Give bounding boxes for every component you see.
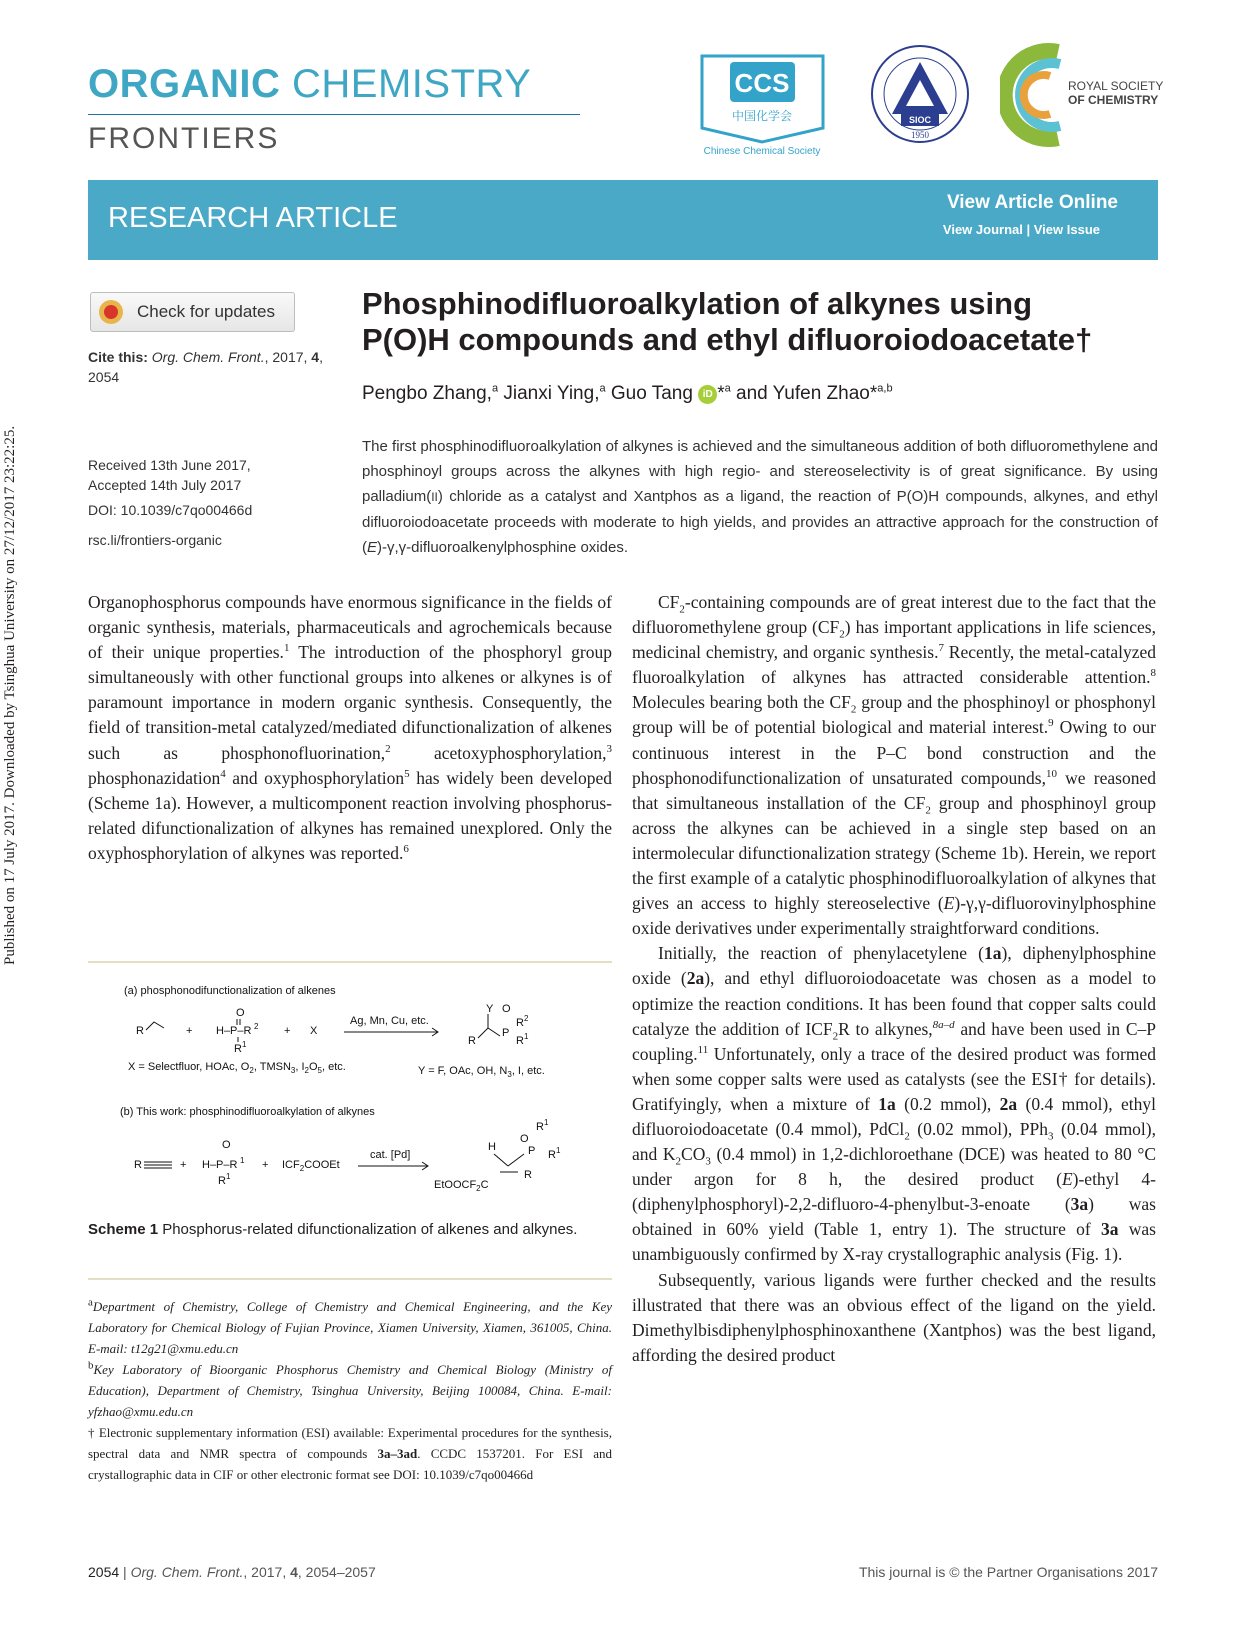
affil-sup: a [491, 382, 499, 395]
svg-text:R: R [516, 1017, 524, 1029]
view-article-online-link[interactable]: View Article Online [946, 192, 1118, 213]
paragraph: Initially, the reaction of phenylacetylene (1a), diphenylphosphine oxide (2a), and ethyl difluoroiodoacetate was chosen as a model to optimize the reaction conditions. It has been found that copper salts could catalyze the addition of $ICF_2R$ to alkynes,$^{8a-d}$ and have been used in C–P coupling.$^{11}$ Unfortunately, only a trace of the desired product was formed when some copper salts were used as catalysts (see the ESI† for details). Gratifyingly, when a mixture of 1a (0.2 mmol), 2a (0.4 mmol), ethyl difluoroiodoacetate (0.4 mmol), PdCl$_2$ (0.02 mmol), PPh$_3$ (0.04 mmol), and $K_2CO_3$ (0.4 mmol) in 1,2-dichloroethane (DCE) was heated to 80 °C under argon for 8 h, the desired product (E)-ethyl 4-(diphenylphosphoryl)-2,2-difluoro-4-phenylbut-3-enoate (3a) was obtained in 60% yield (Table 1, entry 1). The structure of 3a was unambiguously confirmed by X-ray crystallographic analysis (Fig. 1). [632, 943, 1157, 1265]
ccs-logo [690, 48, 835, 158]
check-for-updates-label: Check for updates [137, 302, 275, 321]
svg-text:H: H [488, 1141, 496, 1153]
svg-text:O: O [222, 1139, 231, 1151]
svg-text:Chinese Chemical Society: Chinese Chemical Society [703, 146, 821, 157]
results-paragraphs [632, 590, 1156, 1368]
svg-text:ROYAL SOCIETY: ROYAL SOCIETY [1068, 79, 1164, 93]
svg-text:R: R [468, 1035, 476, 1047]
article-type-label: RESEARCH ARTICLE [108, 202, 398, 234]
svg-text:O: O [236, 1007, 245, 1019]
crossmark-icon [99, 300, 123, 324]
svg-text:1950: 1950 [911, 130, 929, 140]
page-footer-left: 2054 | Org. Chem. Front., 2017, 4, 2054–2057 [88, 1564, 376, 1580]
paragraph: Subsequently, various ligands were further checked and the results illustrated that there was an obvious effect of the ligand on the yield. Dimethylbisdiphenylphosphinoxanthene (Xantphos) was the best ligand, affording the desired product [632, 1269, 1156, 1365]
author-name: Pengbo Zhang, [362, 383, 492, 404]
svg-text:H–P–R: H–P–R [202, 1159, 238, 1171]
author-name: Guo Tang [605, 383, 699, 404]
svg-text:R: R [234, 1043, 242, 1055]
article-title-line-1: Phosphinodifluoroalkylation of alkynes using [362, 286, 1033, 321]
svg-text:H–P–R: H–P–R [216, 1025, 252, 1037]
svg-text:1: 1 [544, 1118, 549, 1127]
journal-title: ORGANIC CHEMISTRY [88, 62, 532, 106]
view-journal-link[interactable]: View Journal [942, 222, 1023, 237]
author-list [362, 383, 893, 405]
affiliation-a: $^a$Department of Chemistry, College of Chemistry and Chemical Engineering, and the Key Laboratory for Chemical Biology of Fujian Province, Xiamen University, Xiamen, 361005, China. E-mail: t12g21@xmu.edu.cn [88, 1296, 612, 1356]
svg-text:1: 1 [556, 1146, 561, 1155]
svg-text:R: R [516, 1035, 524, 1047]
author-name: Yufen Zhao [772, 383, 870, 404]
svg-text:R: R [136, 1025, 144, 1037]
svg-text:(b) This work: phosphinodifluo: (b) This work: phosphinodifluoroalkylation of alkynes [120, 1106, 375, 1118]
page-footer-right: This journal is © the Partner Organisations 2017 [858, 1564, 1158, 1580]
svg-text:1: 1 [524, 1032, 529, 1041]
svg-text:2: 2 [254, 1022, 259, 1031]
svg-text:OF CHEMISTRY: OF CHEMISTRY [1068, 93, 1159, 107]
affil-sup: a [724, 382, 731, 395]
svg-text:CCS: CCS [734, 68, 790, 98]
paragraph: $CF_2$-containing compounds are of great interest due to the fact that the difluoromethylene group $(CF_2)$ has important applications in life sciences, medicinal chemistry, and organic synthesis.$^7$ Recently, the metal-catalyzed fluoroalkylation of alkynes has attracted considerable attention.$^8$ Molecules bearing both the $CF_2$ group and the phosphinoyl or phosphonyl group will be of potential biological and material interest.$^9$ Owing to our continuous interest in the P–C bond construction and the phosphonodifunctionalization of unsaturated compounds,$^{10}$ we reasoned that simultaneous installation of the $CF_2$ group and phosphinoyl group across the alkynes can be achieved in a single step based on an intermolecular difunctionalization strategy (Scheme 1b). Herein, we report the first example of a catalytic phosphinodifluoroalkylation of alkynes that gives an access to highly stereoselective (E)-γ,γ-difluorovinylphosphine oxide derivatives under experimentally straightforward conditions. [632, 592, 1156, 939]
cite-sep: , [319, 349, 323, 365]
cite-label: Cite this: [88, 349, 148, 365]
cite-journal: Org. Chem. Front. [151, 349, 265, 365]
cite-year: , 2017, [264, 349, 312, 365]
svg-text:R: R [536, 1121, 544, 1133]
scheme-bottom-rule [88, 1278, 612, 1280]
article-title-line-2: P(O)H compounds and ethyl difluoroiodoacetate† [362, 322, 1093, 357]
svg-text:X = Selectfluor, HOAc, O2, TMS: X = Selectfluor, HOAc, $O_2$, $TMSN_3$, $I_2O_5$, etc. [128, 1061, 346, 1075]
article-title [362, 286, 1162, 358]
received-date: Received 13th June 2017, [88, 457, 251, 473]
svg-text:Ag, Mn, Cu, etc.: Ag, Mn, Cu, etc. [350, 1015, 429, 1027]
sioc-logo [868, 42, 973, 147]
affiliation-b: $^b$Key Laboratory of Bioorganic Phosphorus Chemistry and Chemical Biology (Ministry of Education), Department of Chemistry, Tsinghua University, Beijing 100084, China. E-mail: yfzhao@xmu.edu.cn [88, 1359, 612, 1419]
author-name: Jianxi Ying, [498, 383, 600, 404]
scheme-top-rule [88, 961, 612, 963]
svg-text:SIOC: SIOC [908, 115, 932, 125]
abstract: The first phosphinodifluoroalkylation of alkynes is achieved and the simultaneous addition of both difluoromethylene and phosphinoyl groups across the alkynes with high regio- and stereoselectivity is of great significance. By using palladium(II) chloride as a catalyst and Xantphos as a ligand, the reaction of P(O)H compounds, alkynes, and ethyl difluoroiodoacetate proceeds with moderate to high yields, and provides an attractive approach for the construction of (E)-γ,γ-difluoroalkenylphosphine oxides. [362, 438, 1158, 556]
affil-sup: a [599, 382, 606, 395]
journal-subtitle: FRONTIERS [88, 122, 280, 155]
svg-text:2: 2 [524, 1014, 529, 1023]
svg-text:Y = F, OAc, OH, N3, I, etc.: Y = F, OAc, OH, $N_3$, I, etc. [418, 1065, 545, 1079]
svg-text:R: R [218, 1175, 226, 1187]
svg-text:(a) phosphonodifunctionalizat: (a) phosphonodifunctionalization of alkenes [124, 985, 336, 997]
accepted-date: Accepted 14th July 2017 [88, 477, 242, 493]
svg-text:EtOOCF2C: EtOOCF$_2$C [434, 1179, 489, 1193]
svg-text:R: R [548, 1149, 556, 1161]
article-type-banner [88, 180, 1158, 260]
svg-text:+: + [180, 1159, 187, 1171]
rsc-logo [1000, 42, 1170, 147]
corresponding-star: * [869, 383, 878, 404]
svg-text:+: + [284, 1025, 291, 1037]
svg-text:ICF2COOEt: $ICF_2COOEt$ [282, 1159, 340, 1173]
citation [88, 347, 338, 387]
affil-sup: a,b [877, 382, 893, 395]
cite-volume: 4 [311, 349, 320, 365]
svg-text:R: R [524, 1169, 532, 1181]
svg-text:P: P [528, 1145, 536, 1157]
journal-title-rule [88, 114, 580, 115]
cite-pages: 2054 [88, 369, 120, 385]
svg-text:X: X [310, 1025, 318, 1037]
doi: DOI: 10.1039/c7qo00466d [88, 502, 253, 518]
view-issue-link[interactable]: View Issue [1033, 222, 1100, 237]
svg-text:Y: Y [486, 1003, 494, 1015]
banner-links [943, 222, 1100, 237]
scheme-1-figure [88, 982, 612, 1202]
check-for-updates-button[interactable] [90, 292, 295, 332]
scheme-caption: Scheme 1 Phosphorus-related difunctionalization of alkenes and alkynes. [88, 1221, 578, 1238]
link-divider: | [1026, 222, 1031, 237]
svg-text:1: 1 [226, 1172, 231, 1181]
esi-note: † Electronic supplementary information (ESI) available: Experimental procedures for the synthesis, spectral data and NMR spectra of compounds 3a–3ad. CCDC 1537201. For ESI and crystallographic data in CIF or other electronic format see DOI: 10.1039/c7qo00466d [88, 1425, 612, 1482]
svg-text:1: 1 [242, 1040, 247, 1049]
svg-text:R: R [134, 1159, 142, 1171]
corresponding-star: * [717, 383, 725, 404]
svg-text:P: P [502, 1027, 510, 1039]
orcid-icon[interactable]: iD [698, 385, 717, 404]
svg-text:+: + [262, 1159, 269, 1171]
svg-text:+: + [186, 1025, 193, 1037]
svg-text:1: 1 [240, 1156, 245, 1165]
footnotes [88, 1296, 612, 1485]
intro-paragraph: Organophosphorus compounds have enormous significance in the fields of organic synthesis, materials, pharmaceuticals and agrochemicals because of their unique properties.$^1$ The introduction of the phosphoryl group simultaneously with other functional groups into alkenes or alkynes is of paramount importance in modern organic synthesis. Consequently, the field of transition-metal catalyzed/mediated difunctionalization of alkenes such as phosphonofluorination,$^2$ acetoxyphosphorylation,$^3$ phosphonazidation$^4$ and oxyphosphorylation$^5$ has widely been developed (Scheme 1a). However, a multicomponent reaction involving phosphorus-related difunctionalization of alkynes has remained unexplored. Only the oxyphosphorylation of alkynes was reported.$^6$ [88, 592, 613, 863]
svg-text:中国化学会: 中国化学会 [731, 109, 793, 123]
journal-link[interactable]: rsc.li/frontiers-organic [88, 532, 222, 548]
and-text: and [730, 383, 773, 404]
svg-text:O: O [520, 1133, 529, 1145]
svg-text:O: O [502, 1003, 511, 1015]
svg-text:cat. [Pd]: cat. [Pd] [370, 1149, 411, 1161]
